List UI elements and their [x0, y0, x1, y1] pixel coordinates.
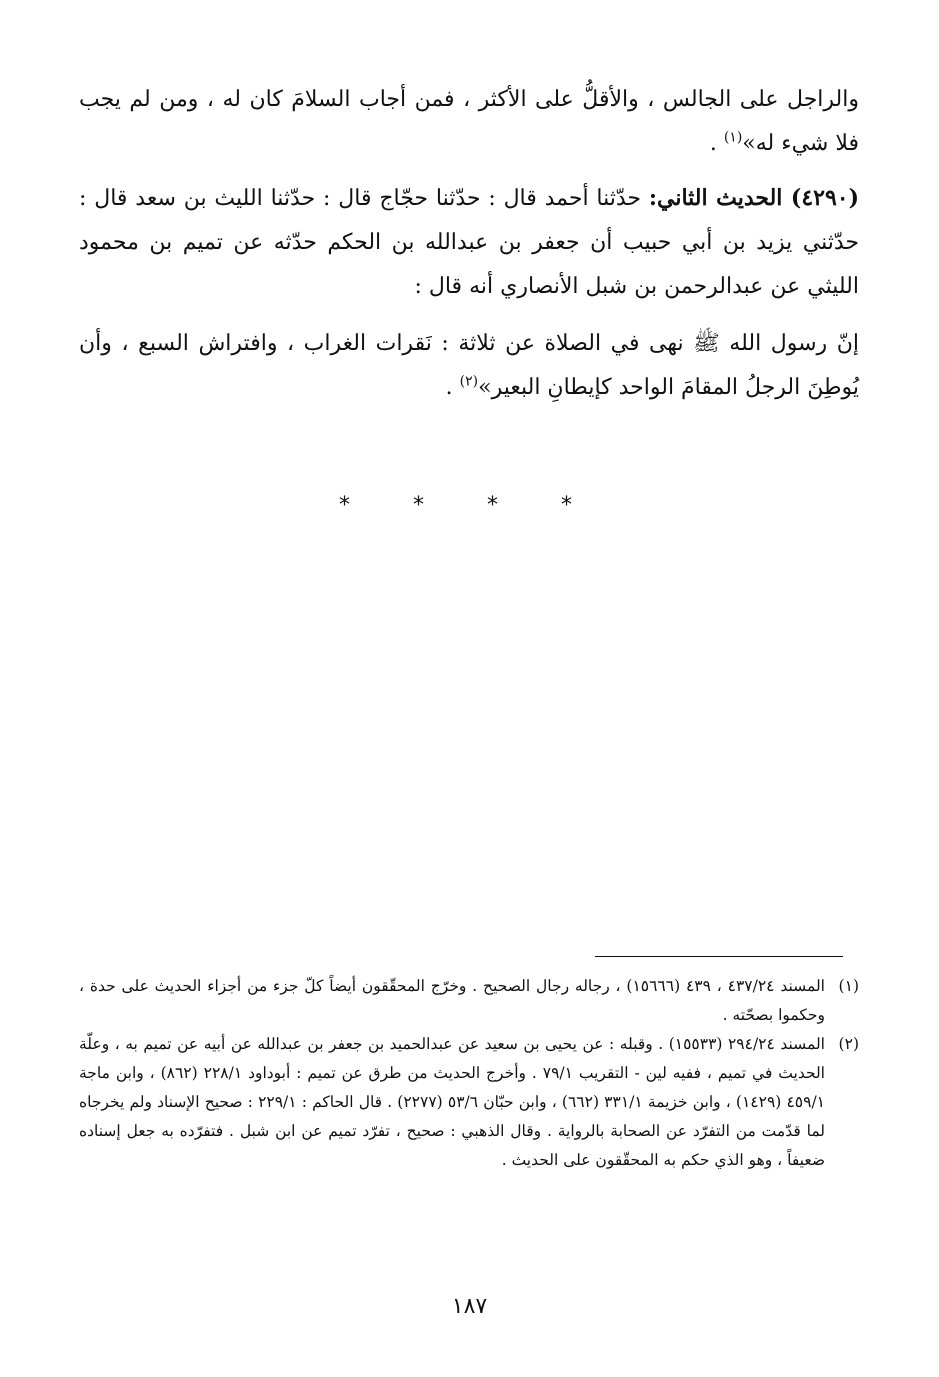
footnote-reference: (١)	[723, 129, 743, 146]
footnote-divider	[595, 956, 843, 957]
section-separator: * * * *	[339, 493, 600, 518]
footnote-number: (١)	[838, 977, 859, 995]
isnad-text: حدّثنا أحمد قال : حدّثنا حجّاج قال : حدّثنا الليث بن سعد قال : حدّثني يزيد بن أبي حبيب أن جعفر بن عبدالله بن الحكم حدّثه عن تميم بن محمود الليثي عن عبدالرحمن بن شبل الأنصاري أنه قال :	[79, 186, 859, 299]
paragraph-tail: .	[445, 375, 460, 400]
hadith-header-paragraph	[79, 176, 859, 309]
hadith-number-label: (٤٢٩٠) الحديث الثاني:	[648, 185, 860, 211]
footnote-item	[79, 972, 859, 1030]
paragraph-tail: .	[709, 131, 724, 156]
footnote-text: المسند ٢٩٤/٢٤ (١٥٥٣٣) . وقبله : عن يحيى بن سعيد عن عبدالحميد بن جعفر بن عبدالله عن أبيه عن تميم به ، وعلّة الحديث في تميم ، ففيه لين - التقريب ٧٩/١ . وأخرج الحديث من طرق عن تميم : أبوداود ٢٢٨/١ (٨٦٢) ، وابن ماجة ٤٥٩/١ (١٤٢٩) ، وابن خزيمة ٣٣١/١ (٦٦٢) ، وابن حبّان ٥٣/٦ (٢٢٧٧) . قال الحاكم : ٢٢٩/١ : صحيح الإسناد ولم يخرجاه لما قدّمت من التفرّد عن الصحابة بالرواية . وقال الذهبي : صحيح ، تفرّد تميم عن ابن شبل . فتفرّده به جعل إسناده ضعيفاً ، وهو الذي حكم به المحقّقون على الحديث .	[79, 1035, 826, 1169]
footnote-item	[79, 1030, 859, 1175]
footnotes-section	[79, 972, 859, 1175]
hadith-matn-paragraph	[79, 322, 859, 410]
hadith-continuation-paragraph	[79, 78, 859, 166]
footnote-number: (٢)	[838, 1035, 859, 1053]
footnote-text: المسند ٤٣٧/٢٤ ، ٤٣٩ (١٥٦٦٦) ، رجاله رجال الصحيح . وخرّج المحقّقون أيضاً كلّ جزء من أجزاء الحديث على حدة ، وحكموا بصحّته .	[79, 977, 825, 1024]
paragraph-text: والراجل على الجالس ، والأقلُّ على الأكثر ، فمن أجاب السلامَ كان له ، ومن لم يجب فلا شيء له»	[79, 87, 859, 156]
matn-text: إنّ رسول الله ﷺ نهى في الصلاة عن ثلاثة : نَقرات الغراب ، وافتراش السبع ، وأن يُوطِنَ الرجلُ المقامَ الواحد كإيطانِ البعير»	[79, 331, 859, 400]
footnote-reference: (٢)	[459, 373, 479, 390]
page-number: ١٨٧	[451, 1294, 488, 1319]
